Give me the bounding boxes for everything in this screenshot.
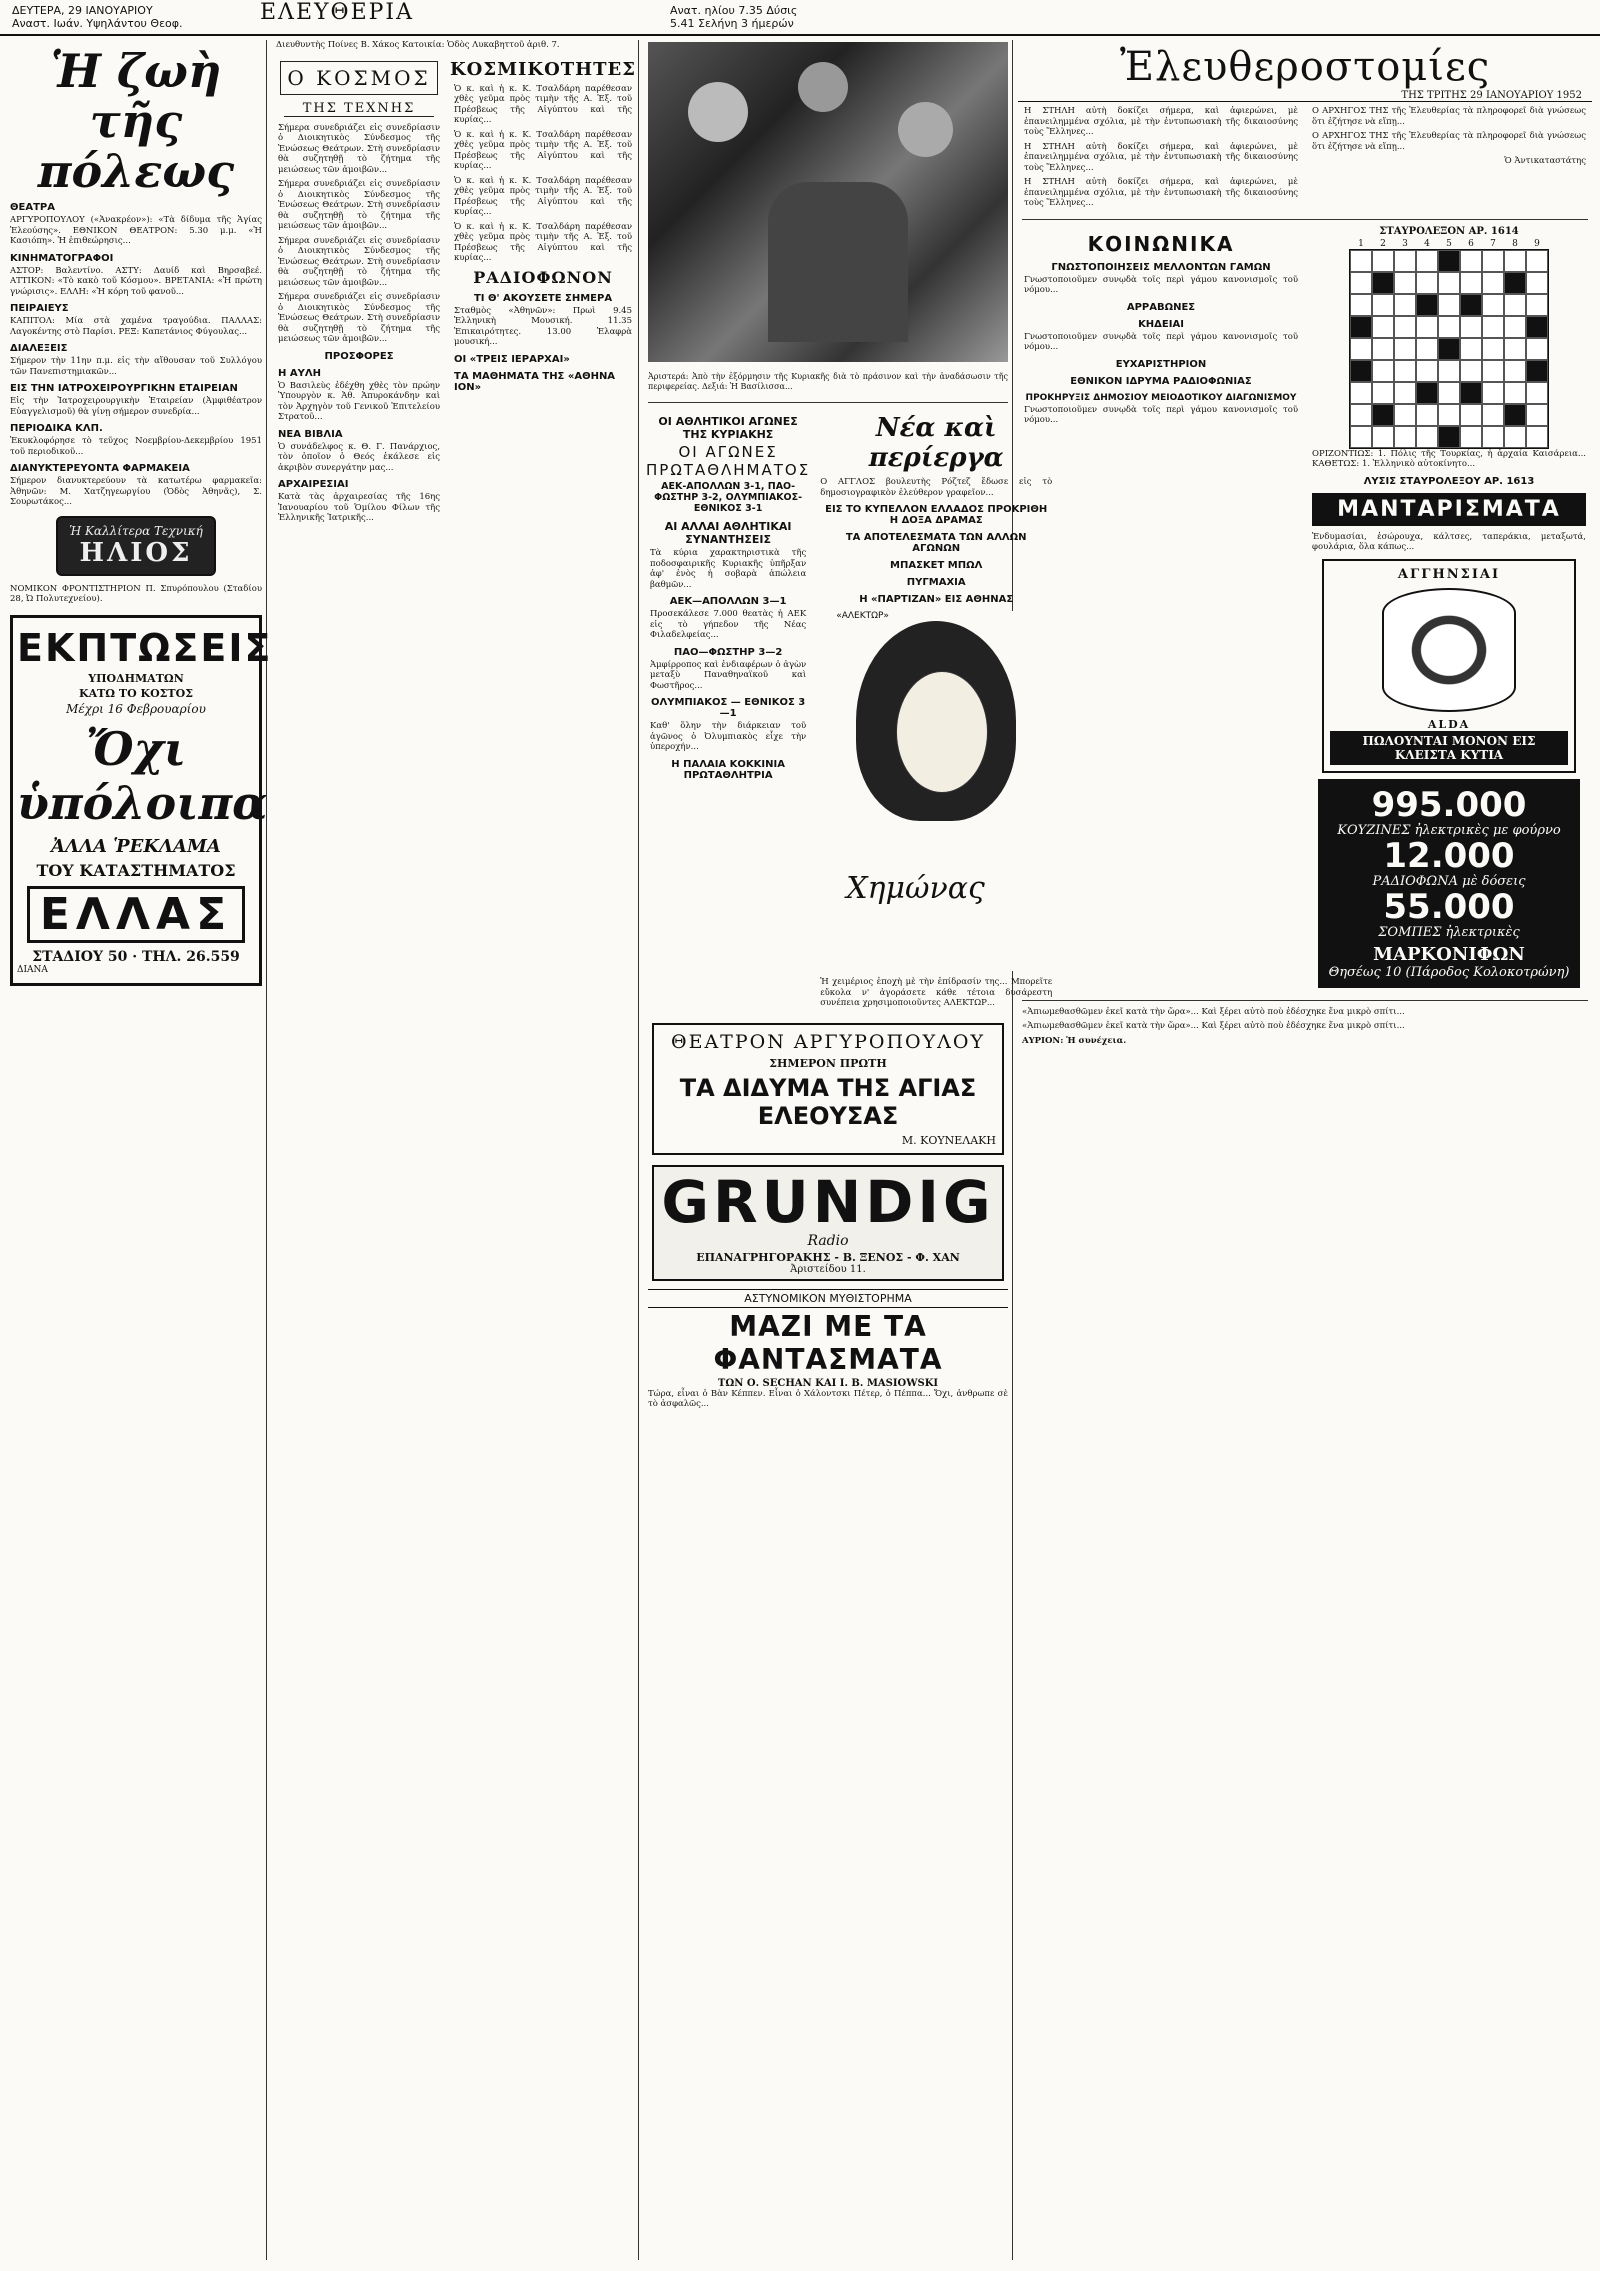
farmakeia-text: Σήμερον διανυκτερεύουν τὰ κατωτέρω φαρμακεῖα: Ἀθηνῶν: Μ. Χατζηγεωργίου (Ὁδὸς Ἀθηνᾶς), Σ. Σουρωτάκος... [10,476,262,507]
crossword-cell [1416,360,1438,382]
marconi-ad [1318,779,1580,988]
marconi-t2: ΡΑΔΙΟΦΩΝΑ μὲ δόσεις [1372,873,1526,889]
partizan-heading: Η «ΠΑΡΤΙΖΑΝ» ΕΙΣ ΑΘΗΝΑΣ [859,594,1014,605]
crossword-cell [1372,250,1394,272]
city-life-title: Ἡ ζωὴ τῆς πόλεως [37,44,235,198]
theatres-heading: ΘΕΑΤΡΑ [10,202,55,213]
radio-heading: ΡΑΔΙΟΦΩΝΟΝ [473,267,613,287]
crossword-cell [1350,360,1372,382]
lady-ad-brand: Χημώνας [846,871,985,906]
crossword-cell [1350,250,1372,272]
koin-sub: ΓΝΩΣΤΟΠΟΙΗΣΕΙΣ ΜΕΛΛΟΝΤΩΝ ΓΑΜΩΝ [1051,261,1271,273]
crossword-cell [1350,382,1372,404]
photo-caption: Ἀριστερά: Ἀπὸ τὴν ἐξόρμησιν τῆς Κυριακῆς διὰ τὸ πράσινον καὶ τὴν ἀναδάσωσιν τῆς περιφερείας. Δεξιά: Ἡ Βασίλισσα... [648,372,1008,391]
dialexeis-text: Σήμερον τὴν 11ην π.μ. εἰς τὴν αἴθουσαν τοῦ Συλλόγου τῶν Πανεπιστημιακῶν... [10,356,262,377]
crossword-cell [1394,316,1416,338]
marconi-brand: ΜΑΡΚΟΝΙΦΩΝ [1373,943,1525,965]
crossword-cell [1438,426,1460,448]
alda-brand: ΑΓΓΗΝΣΙΑΙ [1397,566,1501,582]
col4-lower-left [1020,226,1302,994]
lady-ad-text: Ἡ χειμέριος ἐποχὴ μὲ τὴν ἐπίδρασίν της... Μπορεῖτε εὔκολα ν' ἀγοράσετε κάθε τέτοια δυσάρεστη συνέπεια χρησιμοποιοῦντες ΑΛΕΚΤΩΡ... [820,977,1053,1008]
mathimata-heading: ΤΑ ΜΑΘΗΜΑΤΑ ΤΗΣ «ΑΘΗΝΑ ΙΟΝ» [454,370,616,393]
crossword-cell [1394,294,1416,316]
aule-heading: Η ΑΥΛΗ [278,367,321,379]
masthead-moon: 5.41 Σελήνη 3 ήμερών [670,17,794,30]
crossword-cell [1526,316,1548,338]
crossword-cell [1350,272,1372,294]
eyxar-heading: ΕΥΧΑΡΙΣΤΗΡΙΟΝ [1115,358,1207,370]
sport-results: ΑΕΚ-ΑΠΟΛΛΩΝ 3-1, ΠΑΟ-ΦΩΣΤΗΡ 3-2, ΟΛΥΜΠΙΑΚΟΣ-ΕΘΝΙΚΟΣ 3-1 [654,481,803,514]
eleuth-signature: Ὁ Ἀντικαταστάτης [1504,156,1586,166]
crossword-cell [1504,294,1526,316]
ekptoseis-address: ΣΤΑΔΙΟΥ 50 · ΤΗΛ. 26.559 [32,948,240,965]
crossword-cell [1416,404,1438,426]
kosmikotites-text-3: Ὁ κ. καὶ ἡ κ. Κ. Τσαλδάρη παρέθεσαν χθὲς γεῦμα πρὸς τιμὴν τῆς Α. Ἐξ. τοῦ Πρέσβεως τῆς Αἰγύπτου καὶ τῆς κυρίας... [454,175,632,217]
ekptoseis-big: Ὄχι ὑπόλοιπα [17,721,268,830]
crossword-cell [1482,338,1504,360]
crossword-cell [1504,316,1526,338]
crossword-cell [1394,382,1416,404]
col3-split [644,409,1053,1013]
crossword-cell [1372,426,1394,448]
crossword-cell [1416,272,1438,294]
theatre-today: ΣΗΜΕΡΟΝ ΠΡΩΤΗ [769,1056,887,1070]
cross-num: 7 [1490,238,1496,249]
crossword-cell [1460,360,1482,382]
cross-num: 6 [1468,238,1474,249]
ekptoseis-line2: ΚΑΤΩ ΤΟ ΚΟΣΤΟΣ [79,686,193,700]
masthead-title: ΕΛΕΥΘΕΡΙΑ [260,0,415,25]
masthead-right [670,4,900,30]
marconi-n2: 12.000 [1383,835,1515,876]
crossword-cell [1482,360,1504,382]
crossword-cell [1504,360,1526,382]
crossword-cell [1350,338,1372,360]
crossword-cell [1438,250,1460,272]
eleuth-right-text: Ο ΑΡΧΗΓΟΣ ΤΗΣ τῆς Ἐλευθερίας τὰ πληροφορεῖ διὰ γνώσεως ὅτι ἐζήτησε νὰ εἴπῃ... [1312,106,1586,127]
ekptoseis-title: ΕΚΠΤΩΣΕΙΣ [17,625,273,670]
ekptoseis-line3: Μέχρι 16 Φεβρουαρίου [66,701,206,716]
crossword-cell [1350,316,1372,338]
sport-title: ΟΙ ΑΓΩΝΕΣ ΠΡΩΤΑΘΛΗΜΑΤΟΣ [646,443,811,479]
radio-sub: ΤΙ Θ' ΑΚΟΥΣΕΤΕ ΣΗΜΕΡΑ [473,292,613,304]
crossword-cell [1416,316,1438,338]
crossword-cell [1504,250,1526,272]
col2-right [450,55,636,528]
bottom-text: «Ἀπιωμεθασθῶμεν ἐκεῖ κατὰ τὴν ὥρα»... Καὶ ξέρει αὐτὸ ποὺ ἐδέσχηκε ἕνα μικρὸ σπίτι... [1022,1006,1405,1017]
cinema-text: ΑΣΤΟΡ: Βαλεντίνο. ΑΣΤΥ: Δαυίδ καὶ Βηρσαβεέ. ΑΤΤΙΚΟΝ: «Τὸ κακὸ τοῦ Κόσμου». ΒΡΕΤΑΝΙΑ: «Ἡ πρώτη γνώρισις». ΕΛΛΗ: «Ἡ κόρη τοῦ φανοῦ... [10,265,262,297]
marconi-n1: 995.000 [1371,784,1527,825]
nea-title: Νέα καὶ περίεργα [868,413,1004,473]
column-eleutherostomies [1018,40,1592,2260]
theatre-author: Μ. ΚΟΥΝΕΛΑΚΗ [901,1133,996,1147]
crossword-cell [1526,294,1548,316]
crossword-cell [1438,360,1460,382]
kosmos-sub: ΤΗΣ ΤΕΧΝΗΣ [284,101,434,117]
lysis-heading: ΛΥΣΙΣ ΣΤΑΥΡΟΛΕΞΟΥ ΑΡ. 1613 [1363,475,1535,487]
deltia-text: Διευθυντὴς Ποίνες Β. Χάκος Κατοικία: Ὁδὸς Λυκαβηττοῦ ἀριθ. 7. [276,40,560,50]
grundig-dealer: ΕΠΑΝΑΓΡΗΓΟΡΑΚΗΣ - Β. ΞΕΝΟΣ - Φ. ΧΑΝ [696,1250,960,1264]
bottom-text-2: «Ἀπιωμεθασθῶμεν ἐκεῖ κατὰ τὴν ὥρα»... Καὶ ξέρει αὐτὸ ποὺ ἐδέσχηκε ἕνα μικρὸ σπίτι... [1022,1021,1405,1031]
crossword-cell [1394,404,1416,426]
ekptoseis-line5: ΤΟΥ ΚΑΤΑΣΤΗΜΑΤΟΣ [36,860,236,880]
iatroi-heading: ΕΙΣ ΤΗΝ ΙΑΤΡΟΧΕΙΡΟΥΡΓΙΚΗΝ ΕΤΑΙΡΕΙΑΝ [10,383,238,394]
crossword-cell [1372,382,1394,404]
arravones-heading: ΑΡΡΑΒΩΝΕΣ [1126,301,1196,313]
kosmikotites-text: Ὁ κ. καὶ ἡ κ. Κ. Τσαλδάρη παρέθεσαν χθὲς γεῦμα πρὸς τιμὴν τῆς Α. Ἐξ. τοῦ Πρέσβεως τῆς Αἰγύπτου καὶ τῆς κυρίας... [454,83,632,125]
crossword-cell [1460,316,1482,338]
kosmos-text-3: Σήμερα συνεδριάζει εἰς συνεδρίασιν ὁ Διοικητικὸς Σύνδεσμος τῆς Ἑνώσεως Θεάτρων. Στὴ συνεδρίασιν θὰ συζητηθῇ τὸ ζήτημα τῆς μειώσεως τῶν ἀμοιβῶν... [278,235,441,288]
crossword-cell [1526,404,1548,426]
crossword-cell [1394,338,1416,360]
kideiai-heading: ΚΗΔΕΙΑΙ [1138,318,1184,330]
eir-sub: ΠΡΟΚΗΡΥΞΙΣ ΔΗΜΟΣΙΟΥ ΜΕΙΟΔΟΤΙΚΟΥ ΔΙΑΓΩΝΙΣΜΟΥ [1025,392,1297,403]
peiraieus-text: ΚΑΠΙΤΟΛ: Μία στὰ χαμένα τραγούδια. ΠΑΛΛΑΣ: Λαγοκέντης στὸ Παρίσι. ΡΕΞ: Καπετάνιος Φύγουλας... [10,316,262,337]
kosmos-text-4: Σήμερα συνεδριάζει εἰς συνεδρίασιν ὁ Διοικητικὸς Σύνδεσμος τῆς Ἑνώσεως Θεάτρων. Στὴ συνεδρίασιν θὰ συζητηθῇ τὸ ζήτημα τῆς μειώσεως τῶν ἀμοιβῶν... [278,292,441,344]
pygm-heading: ΠΥΓΜΑΧΙΑ [906,577,966,588]
marconi-t3: ΣΟΜΠΕΣ ἠλεκτρικὲς [1378,924,1520,940]
ekptoseis-line4: ἈΛΛΑ ῬΕΚΛΑΜΑ [51,835,221,857]
iatroi-text: Εἰς τὴν Ἰατροχειρουργικὴν Ἑταιρείαν (Ἀμφιθέατρον Εὐαγγελισμοῦ) θὰ γίνῃ σήμερον συνεδρία... [10,396,262,417]
crossword-cell [1372,360,1394,382]
crossword-cell [1526,338,1548,360]
masthead [0,0,1600,36]
sport-sub: ΑΙ ΑΛΛΑΙ ΑΘΛΗΤΙΚΑΙ ΣΥΝΑΝΤΗΣΕΙΣ [664,520,792,546]
col4-lower-right [1308,226,1590,994]
crossword-cell [1372,404,1394,426]
theatre-name: ΘΕΑΤΡΟΝ ΑΡΓΥΡΟΠΟΥΛΟΥ [671,1030,985,1053]
farmakeia-heading: ΔΙΑΝΥΚΤΕΡΕΥΟΝΤΑ ΦΑΡΜΑΚΕΙΑ [10,463,190,474]
eleuth-text-split [1018,106,1592,213]
crossword-cell [1504,272,1526,294]
marconi-address: Θησέως 10 (Πάροδος Κολοκοτρώνη) [1328,964,1570,980]
helios-brand: ΗΛΙΟΣ [79,537,193,568]
crossword-cell [1460,382,1482,404]
kosmikotites-text-2: Ὁ κ. καὶ ἡ κ. Κ. Τσαλδάρη παρέθεσαν χθὲς γεῦμα πρὸς τιμὴν τῆς Α. Ἐξ. τοῦ Πρέσβεως τῆς Αἰγύπτου καὶ τῆς κυρίας... [454,129,632,171]
cross-num: 9 [1534,238,1540,249]
column-city-life [6,40,273,2260]
astyn-text: Τώρα, εἶναι ὁ Βὰν Κέππεν. Εἶναι ὁ Χάλοντσκι Πέτερ, ὁ Πέππα... Ὄχι, ἀνθρωπε σὲ τὸ ἀσφαλῶς... [648,1388,1008,1409]
ierarches-heading: ΟΙ «ΤΡΕΙΣ ΙΕΡΑΡΧΑΙ» [454,353,570,365]
grundig-ad [652,1165,1004,1281]
aule-text: Ὁ Βασιλεὺς ἐδέχθη χθὲς τὸν πρώην Ὑπουργὸν κ. Ἀθ. Ἀπυροκάνδην καὶ τὸν Ἀρχηγὸν τοῦ Γενικοῦ Ἐπιτελείου Στρατοῦ... [278,380,441,422]
aek-heading: ΑΕΚ—ΑΠΟΛΛΩΝ 3—1 [669,596,787,607]
alda-sub: ALDA [1427,717,1471,731]
vivlia-heading: ΝΕΑ ΒΙΒΛΙΑ [278,428,343,440]
cross-num: 3 [1402,238,1408,249]
pao-text: Ἀμφίρροπος καὶ ἐνδιαφέρων ὁ ἀγὼν μεταξὺ Παναθηναϊκοῦ καὶ Φωστῆρος... [650,659,807,691]
crossword-cell [1460,294,1482,316]
olymp-heading: ΟΛΥΜΠΙΑΚΟΣ — ΕΘΝΙΚΟΣ 3—1 [650,697,806,719]
kokkina-heading: Η ΠΑΛΑΙΑ ΚΟΚΚΙΝΙΑ ΠΡΩΤΑΘΛΗΤΡΙΑ [671,758,785,781]
masthead-sun: Ανατ. ηλίου 7.35 Δύσις [670,4,798,17]
sport-text: Τὰ κύρια χαρακτηριστικὰ τῆς ποδοσφαιρικῆς Κυριακῆς ὑπῆρξαν ἀφ' ἑνὸς ἡ σοβαρὰ ἀπώλεια βαθμῶν... [650,548,807,590]
column-sports [644,40,1053,2260]
crossword-cell [1372,272,1394,294]
crossword-cell [1438,404,1460,426]
eleuth-left [1020,106,1302,213]
archaires-text: Κατὰ τὰς ἀρχαιρεσίας τῆς 16ης Ἰανουαρίου τοῦ Ὁμίλου Φίλων τῆς Ἑλληνικῆς Ἰατρικῆς... [278,492,441,523]
periodika-heading: ΠΕΡΙΟΔΙΚΑ ΚΛΠ. [10,423,103,434]
crossword-cell [1460,272,1482,294]
crossword-cell [1394,272,1416,294]
crossword-cell [1482,382,1504,404]
crossword-cell [1394,250,1416,272]
peiraieus-heading: ΠΕΙΡΑΙΕΥΣ [10,303,69,314]
crossword-cell [1350,404,1372,426]
crossword-cell [1372,294,1394,316]
koin-text: Γνωστοποιοῦμεν συνῳδὰ τοῖς περὶ γάμου κανονισμοῖς τοῦ νόμου... [1024,274,1298,295]
eleuth-left-text-2: Η ΣΤΗΛΗ αὐτὴ δοκίζει σήμερα, καὶ ἀφιερώνει, μὲ ἐπανειλημμένα σχόλια, μὲ τὴν ἐντυπωσιακὴ τῆς δικαιοσύνης τοὺς Ἕλληνες... [1024,141,1298,173]
crossword-cell [1416,426,1438,448]
ekptoseis-store: ΕΛΛΑΣ [27,886,245,943]
col2-split [272,55,638,528]
crossword-cell [1504,382,1526,404]
crossword-grid [1349,249,1549,449]
cinema-heading: ΚΙΝΗΜΑΤΟΓΡΑΦΟΙ [10,252,114,264]
marconi-t1: ΚΟΥΖΙΝΕΣ ἠλεκτρικὲς με φούρνο [1337,822,1561,838]
kosmos-title: Ο ΚΟΣΜΟΣ [280,61,438,95]
koin-text-3: Γνωστοποιοῦμεν συνῳδὰ τοῖς περὶ γάμου κανονισμοῖς τοῦ νόμου... [1024,404,1298,425]
crossword-cell [1416,250,1438,272]
lady-ad-tag: «ΑΛΕΚΤΩΡ» [836,611,889,621]
koin-text-2: Γνωστοποιοῦμεν συνῳδὰ τοῖς περὶ γάμου κανονισμοῖς τοῦ νόμου... [1024,331,1298,352]
kypelon-heading: ΕΙΣ ΤΟ ΚΥΠΕΛΛΟΝ ΕΛΛΑΔΟΣ ΠΡΟΚΡΙΘΗ Η ΔΟΞΑ ΔΡΑΜΑΣ [825,504,1048,526]
theatre-argyropoulou-ad [652,1023,1004,1155]
kosmikotites-text-4: Ὁ κ. καὶ ἡ κ. Κ. Τσαλδάρη παρέθεσαν χθὲς γεῦμα πρὸς τιμὴν τῆς Α. Ἐξ. τοῦ Πρέσβεως τῆς Αἰγύπτου καὶ τῆς κυρίας... [454,221,632,263]
column-world-of-art [272,40,639,2260]
crossword-cell [1460,338,1482,360]
crossword-cell [1526,250,1548,272]
olymp-text: Καθ' ὅλην τὴν διάρκειαν τοῦ ἀγῶνος ὁ Ὀλυμπιακὸς εἶχε τὴν ὑπεροχήν... [650,721,807,752]
mandar-title: ΜΑΝΤΑΡΙΣΜΑΤΑ [1312,493,1586,526]
cross-num: 8 [1512,238,1518,249]
archaires-heading: ΑΡΧΑΙΡΕΣΙΑΙ [278,479,349,490]
astyn-authors: ΤΩΝ Ο. SECHAN ΚΑΙ Ι. Β. MASIOWSKI [717,1377,939,1389]
crossword-cell [1372,338,1394,360]
cross-text: ΟΡΙΖΟΝΤΙΩΣ: 1. Πόλις τῆς Τουρκίας, ἡ ἀρχαία Καισάρεια... ΚΑΘΕΤΩΣ: 1. Ἐλληνικὸ αὐτοκίνητο... [1312,448,1586,469]
crossword-cell [1416,338,1438,360]
koin-title: ΚΟΙΝΩΝΙΚΑ [1087,231,1235,256]
alda-can-icon [1382,588,1516,712]
col4-lower-split [1018,226,1592,994]
marconi-n3: 55.000 [1383,886,1515,927]
dialexeis-heading: ΔΙΑΛΕΞΕΙΣ [10,343,68,354]
eleuth-title: Ἐλευθεροστομίες [1119,44,1491,90]
crossword-cell [1482,404,1504,426]
ekptoseis-ad [10,615,273,986]
crossword-cell [1460,250,1482,272]
crossword-cell [1416,294,1438,316]
eleuth-left-text: Η ΣΤΗΛΗ αὐτὴ δοκίζει σήμερα, καὶ ἀφιερώνει, μὲ ἐπανειλημμένα σχόλια, μὲ τὴν ἐντυπωσιακὴ τῆς δικαιοσύνης τοὺς Ἕλληνες... [1024,106,1298,137]
aek-text: Προσεκάλεσε 7.000 θεατὰς ἡ ΑΕΚ εἰς τὸ γήπεδον τῆς Νέας Φιλαδελφείας... [650,609,807,640]
crossword-cell [1526,382,1548,404]
apotel-heading: ΤΑ ΑΠΟΤΕΛΕΣΜΑΤΑ ΤΩΝ ΑΛΛΩΝ ΑΓΩΝΩΝ [845,532,1027,554]
cross-title: ΣΤΑΥΡΟΛΕΞΟΝ ΑΡ. 1614 [1379,225,1519,237]
crossword-cell [1460,426,1482,448]
helios-line: Ἡ Καλλίτερα Τεχνική [69,523,203,538]
crossword-cell [1350,294,1372,316]
ekptoseis-footer: ΔΙΑΝΑ [17,964,48,975]
kosmos-text: Σήμερα συνεδριάζει εἰς συνεδρίασιν ὁ Διοικητικὸς Σύνδεσμος τῆς Ἑνώσεως Θεάτρων. Στὴ συνεδρίασιν θὰ συζητηθῇ τὸ ζήτημα τῆς μειώσεως τῶν ἀμοιβῶν... [278,122,441,175]
crossword-cell [1482,426,1504,448]
crossword-cell [1482,316,1504,338]
grundig-radio: Radio [807,1232,849,1249]
alda-ad [1322,559,1576,773]
cross-num: 1 [1358,238,1364,249]
helios-ad [56,516,216,576]
crossword-cell [1526,360,1548,382]
cross-num: 2 [1380,238,1386,249]
prosfores-heading: ΠΡΟΣΦΟΡΕΣ [324,350,394,362]
crossword-cell [1372,316,1394,338]
sport-heading: ΟΙ ΑΘΛΗΤΙΚΟΙ ΑΓΩΝΕΣ ΤΗΣ ΚΥΡΙΑΚΗΣ [658,415,798,441]
grundig-brand: GRUNDIG [661,1167,995,1236]
kosmikotites-title: ΚΟΣΜΙΚΟΤΗΤΕΣ [450,58,636,80]
cross-nums [1350,239,1548,249]
masthead-saints: Αναστ. Ιωάν. Υψηλάντου Θεοφ. [12,17,183,30]
vivlia-text: Ὁ συνάδελφος κ. Θ. Γ. Πανάρχιος, τὸν ὁποῖον ὁ Θεός ἐκάλεσε εἰς ἀκριβὸν συνεργάτην μας... [278,441,441,473]
eleuth-date: ΤΗΣ ΤΡΙΤΗΣ 29 ΙΑΝΟΥΑΡΙΟΥ 1952 [1018,90,1592,102]
basket-heading: ΜΠΑΣΚΕΤ ΜΠΩΛ [890,560,983,571]
frontistirio-text: ΝΟΜΙΚΟΝ ΦΡΟΝΤΙΣΤΗΡΙΟΝ Π. Σπυρόπουλου (Σταδίου 28, Ὠ Πολυτεχνείου). [10,583,262,604]
masthead-date: ΔΕΥΤΕΡΑ, 29 ΙΑΝΟΥΑΡΙΟΥ [12,4,153,17]
theatres-text: ΑΡΓΥΡΟΠΟΥΛΟΥ («Ἀνακρέον»): «Τὰ δίδυμα τῆς Ἁγίας Ἐλεούσης». ΕΘΝΙΚΟΝ ΘΕΑΤΡΟΝ: 5.30 μ.μ. «Ἡ Κασιόπη». Ἡ ἐπιθεώρησις... [10,215,262,246]
col2-left [274,55,444,528]
crossword-cell [1482,272,1504,294]
crossword-cell [1394,426,1416,448]
radio-text: Σταθμὸς «Ἀθηνῶν»: Πρωὶ 9.45 Ἑλληνικὴ Μουσική. 11.35 Ἐπικαιρότητες. 13.00 Ἐλαφρὰ μουσική... [454,305,632,347]
crossword-cell [1482,250,1504,272]
cross-num: 5 [1446,238,1452,249]
crossword-cell [1350,426,1372,448]
masthead-left [12,4,232,30]
news-photo [648,42,1008,362]
nea-text: Ο ΑΓΓΛΟΣ βουλευτὴς Ρόζτεζ ἔδωσε εἰς τὸ δημοσιογραφικὸν ἐλεύθερον γραφεῖον... [820,477,1053,498]
crossword-cell [1526,426,1548,448]
aurion-text: ΑΥΡΙΟΝ: Ἡ συνέχεια. [1022,1035,1127,1046]
crossword-cell [1416,382,1438,404]
cross-num: 4 [1424,238,1430,249]
crossword-cell [1526,272,1548,294]
crossword-cell [1438,272,1460,294]
eleuth-right [1308,106,1590,213]
crossword-cell [1460,404,1482,426]
eir-heading: ΕΘΝΙΚΟΝ ΙΔΡΥΜΑ ΡΑΔΙΟΦΩΝΙΑΣ [1070,375,1252,387]
crossword-cell [1504,404,1526,426]
ekptoseis-line1: ΥΠΟΔΗΜΑΤΩΝ [88,671,184,685]
crossword-cell [1504,426,1526,448]
crossword-cell [1438,316,1460,338]
pao-heading: ΠΑΟ—ΦΩΣΤΗΡ 3—2 [673,646,783,658]
grundig-address: Ἀριστείδου 11. [790,1263,866,1275]
col3-left [646,409,810,1013]
kosmos-text-2: Σήμερα συνεδριάζει εἰς συνεδρίασιν ὁ Διοικητικὸς Σύνδεσμος τῆς Ἑνώσεως Θεάτρων. Στὴ συνεδρίασιν θὰ συζητηθῇ τὸ ζήτημα τῆς μειώσεως τῶν ἀμοιβῶν... [278,179,441,231]
astyn-heading: ΑΣΤΥΝΟΜΙΚΟΝ ΜΥΘΙΣΤΟΡΗΜΑ [648,1289,1008,1308]
crossword-cell [1438,294,1460,316]
eleuth-right-text-2: Ο ΑΡΧΗΓΟΣ ΤΗΣ τῆς Ἐλευθερίας τὰ πληροφορεῖ διὰ γνώσεως ὅτι ἐζήτησε νὰ εἴπῃ... [1312,131,1586,152]
mandar-text: Ἐνδυμασίαι, ἐσώρουχα, κάλτσες, ταπεράκια, μεταξωτά, φουλάρια, ὅλα κάπως... [1312,531,1586,552]
eleuth-left-text-3: Η ΣΤΗΛΗ αὐτὴ δοκίζει σήμερα, καὶ ἀφιερώνει, μὲ ἐπανειλημμένα σχόλια, μὲ τὴν ἐντυπωσιακὴ τῆς δικαιοσύνης τοὺς Ἕλληνες... [1024,177,1298,208]
astyn-title: ΜΑΖΙ ΜΕ ΤΑ ΦΑΝΤΑΣΜΑΤΑ [713,1309,943,1376]
crossword-cell [1438,382,1460,404]
theatre-play: ΤΑ ΔΙΔΥΜΑ ΤΗΣ ΑΓΙΑΣ ΕΛΕΟΥΣΑΣ [679,1073,977,1130]
periodika-text: Ἐκυκλοφόρησε τὸ τεῦχος Νοεμβρίου-Δεκεμβρίου 1951 τοῦ περιοδικοῦ... [10,436,262,457]
crossword-cell [1504,338,1526,360]
crossword-cell [1438,338,1460,360]
crossword-cell [1394,360,1416,382]
alda-tag: ΠΩΛΟΥΝΤΑΙ ΜΟΝΟΝ ΕΙΣ ΚΛΕΙΣΤΑ ΚΥΤΙΑ [1330,731,1568,765]
crossword-cell [1482,294,1504,316]
